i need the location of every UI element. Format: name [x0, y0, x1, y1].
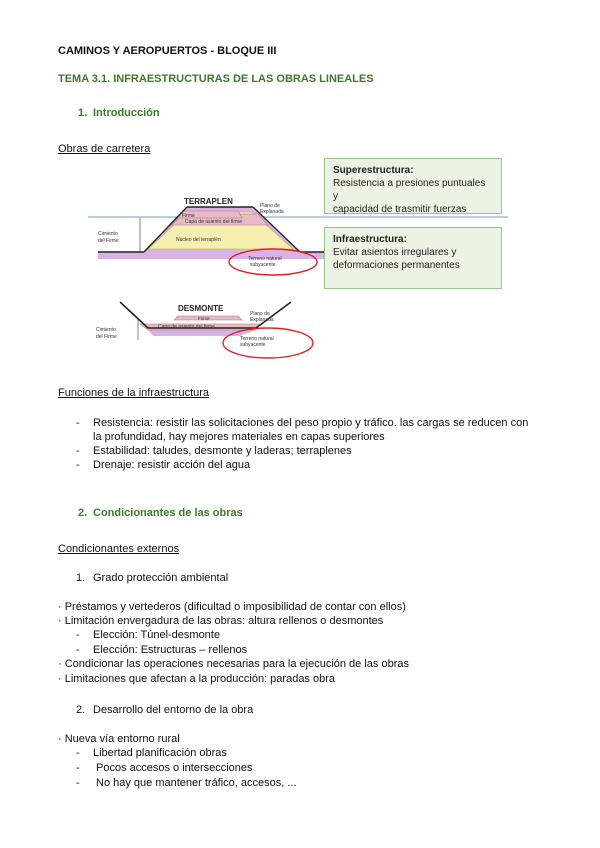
desmonte-plano-1: Plano de [250, 311, 270, 317]
rural-item-accesos: Pocos accesos o intersecciones [96, 762, 253, 774]
desmonte-terreno-ellipse [223, 328, 313, 358]
course-title: CAMINOS Y AEROPUERTOS - BLOQUE III [58, 45, 277, 57]
desmonte-terreno-2: subyacente [240, 342, 266, 348]
desmonte-capa-label: Capa de asiento del firme [158, 324, 215, 330]
terraplen-title: TERRAPLEN [184, 197, 233, 206]
rural-dash-2: - [76, 762, 80, 774]
terraplen-terreno-2: subyacente [250, 262, 276, 268]
sub-dash-2: - [76, 644, 80, 656]
desmonte-cimiento-1: Cimiento [96, 327, 116, 333]
funciones-item-3: Drenaje: resistir acción del agua [93, 459, 251, 471]
list1-label: Grado protección ambiental [93, 572, 229, 584]
superestructura-box [324, 158, 502, 214]
sub-item-estructuras: Elección: Estructuras – rellenos [93, 644, 248, 656]
sub-dash-1: - [76, 629, 80, 641]
desmonte-plano-2: Explanada [250, 317, 274, 323]
bullet-limitaciones-produccion: · Limitaciones que afectan a la producción: paradas obra [58, 673, 336, 685]
condicionantes-externos-heading: Condicionantes externos [58, 543, 180, 555]
terraplen-terreno-1: Terreno natural [248, 256, 282, 262]
superestructura-line2: capacidad de trasmitir fuerzas [333, 204, 467, 215]
terraplen-capa-label: Capa de asiento del firme [185, 219, 242, 225]
bullet-limitacion: · Limitación envergadura de las obras: altura rellenos o desmontes [58, 615, 384, 627]
funciones-dash-1: - [76, 417, 80, 429]
desmonte-terreno-1: Terreno natural [240, 336, 274, 342]
funciones-item-2: Estabilidad: taludes, desmonte y laderas; terraplenes [93, 445, 352, 457]
rural-dash-1: - [76, 747, 80, 759]
rural-item-trafico: No hay que mantener tráfico, accesos, ... [96, 777, 297, 789]
list2-number: 2. [76, 704, 86, 716]
list2-label: Desarrollo del entorno de la obra [93, 704, 254, 716]
obras-carretera-heading: Obras de carretera [58, 143, 151, 155]
bullet-prestamos: · Préstamos y vertederos (dificultad o imposibilidad de contar con ellos) [58, 601, 406, 613]
terraplen-cimiento-1: Cimiento [98, 231, 118, 237]
terraplen-cimiento-2: del Firme [98, 238, 119, 244]
infraestructura-heading: Infraestructura: [333, 234, 407, 245]
terraplen-nucleo-label: Núcleo del terraplén [176, 237, 221, 243]
funciones-item-1: Resistencia: resistir las solicitaciones del peso propio y tráfico. las cargas se reducen con [93, 417, 529, 429]
desmonte-cimiento-2: del Firme [96, 334, 117, 340]
funciones-dash-2: - [76, 445, 80, 457]
section2-number: 2. [78, 507, 88, 519]
superestructura-heading: Superestructura: [333, 165, 414, 176]
section2-title: Condicionantes de las obras [93, 507, 243, 519]
list1-number: 1. [76, 572, 86, 584]
infraestructura-line1: Evitar asientos irregulares y [333, 247, 457, 258]
desmonte-firme-label: Firme [198, 316, 210, 321]
topic-title: TEMA 3.1. INFRAESTRUCTURAS DE LAS OBRAS LINEALES [58, 73, 374, 85]
infraestructura-line2: deformaciones permanentes [333, 260, 460, 271]
funciones-dash-3: - [76, 459, 80, 471]
funciones-heading: Funciones de la infraestructura [58, 387, 210, 399]
rural-item-libertad: Libertad planificación obras [93, 747, 227, 759]
bullet-condicionar: · Condicionar las operaciones necesarias para la ejecución de las obras [58, 658, 409, 670]
rural-dash-3: - [76, 777, 80, 789]
bullet-nueva-via: · Nueva vía entorno rural [58, 733, 180, 745]
desmonte-title: DESMONTE [178, 304, 224, 313]
superestructura-line1: Resistencia a presiones puntuales y [333, 178, 486, 202]
sub-item-tunel: Elección: Túnel-desmonte [93, 629, 220, 641]
infraestructura-box [324, 227, 502, 289]
terraplen-plano-1: Plano de [260, 203, 280, 209]
terraplen-firme-label: Firme [182, 213, 195, 219]
funciones-item-1-cont: la profundidad, hay mejores materiales en capas superiores [93, 431, 385, 443]
terraplen-plano-2: Explanada [260, 209, 284, 215]
section1-number: 1. [78, 107, 88, 119]
section1-title: Introducción [93, 107, 160, 119]
